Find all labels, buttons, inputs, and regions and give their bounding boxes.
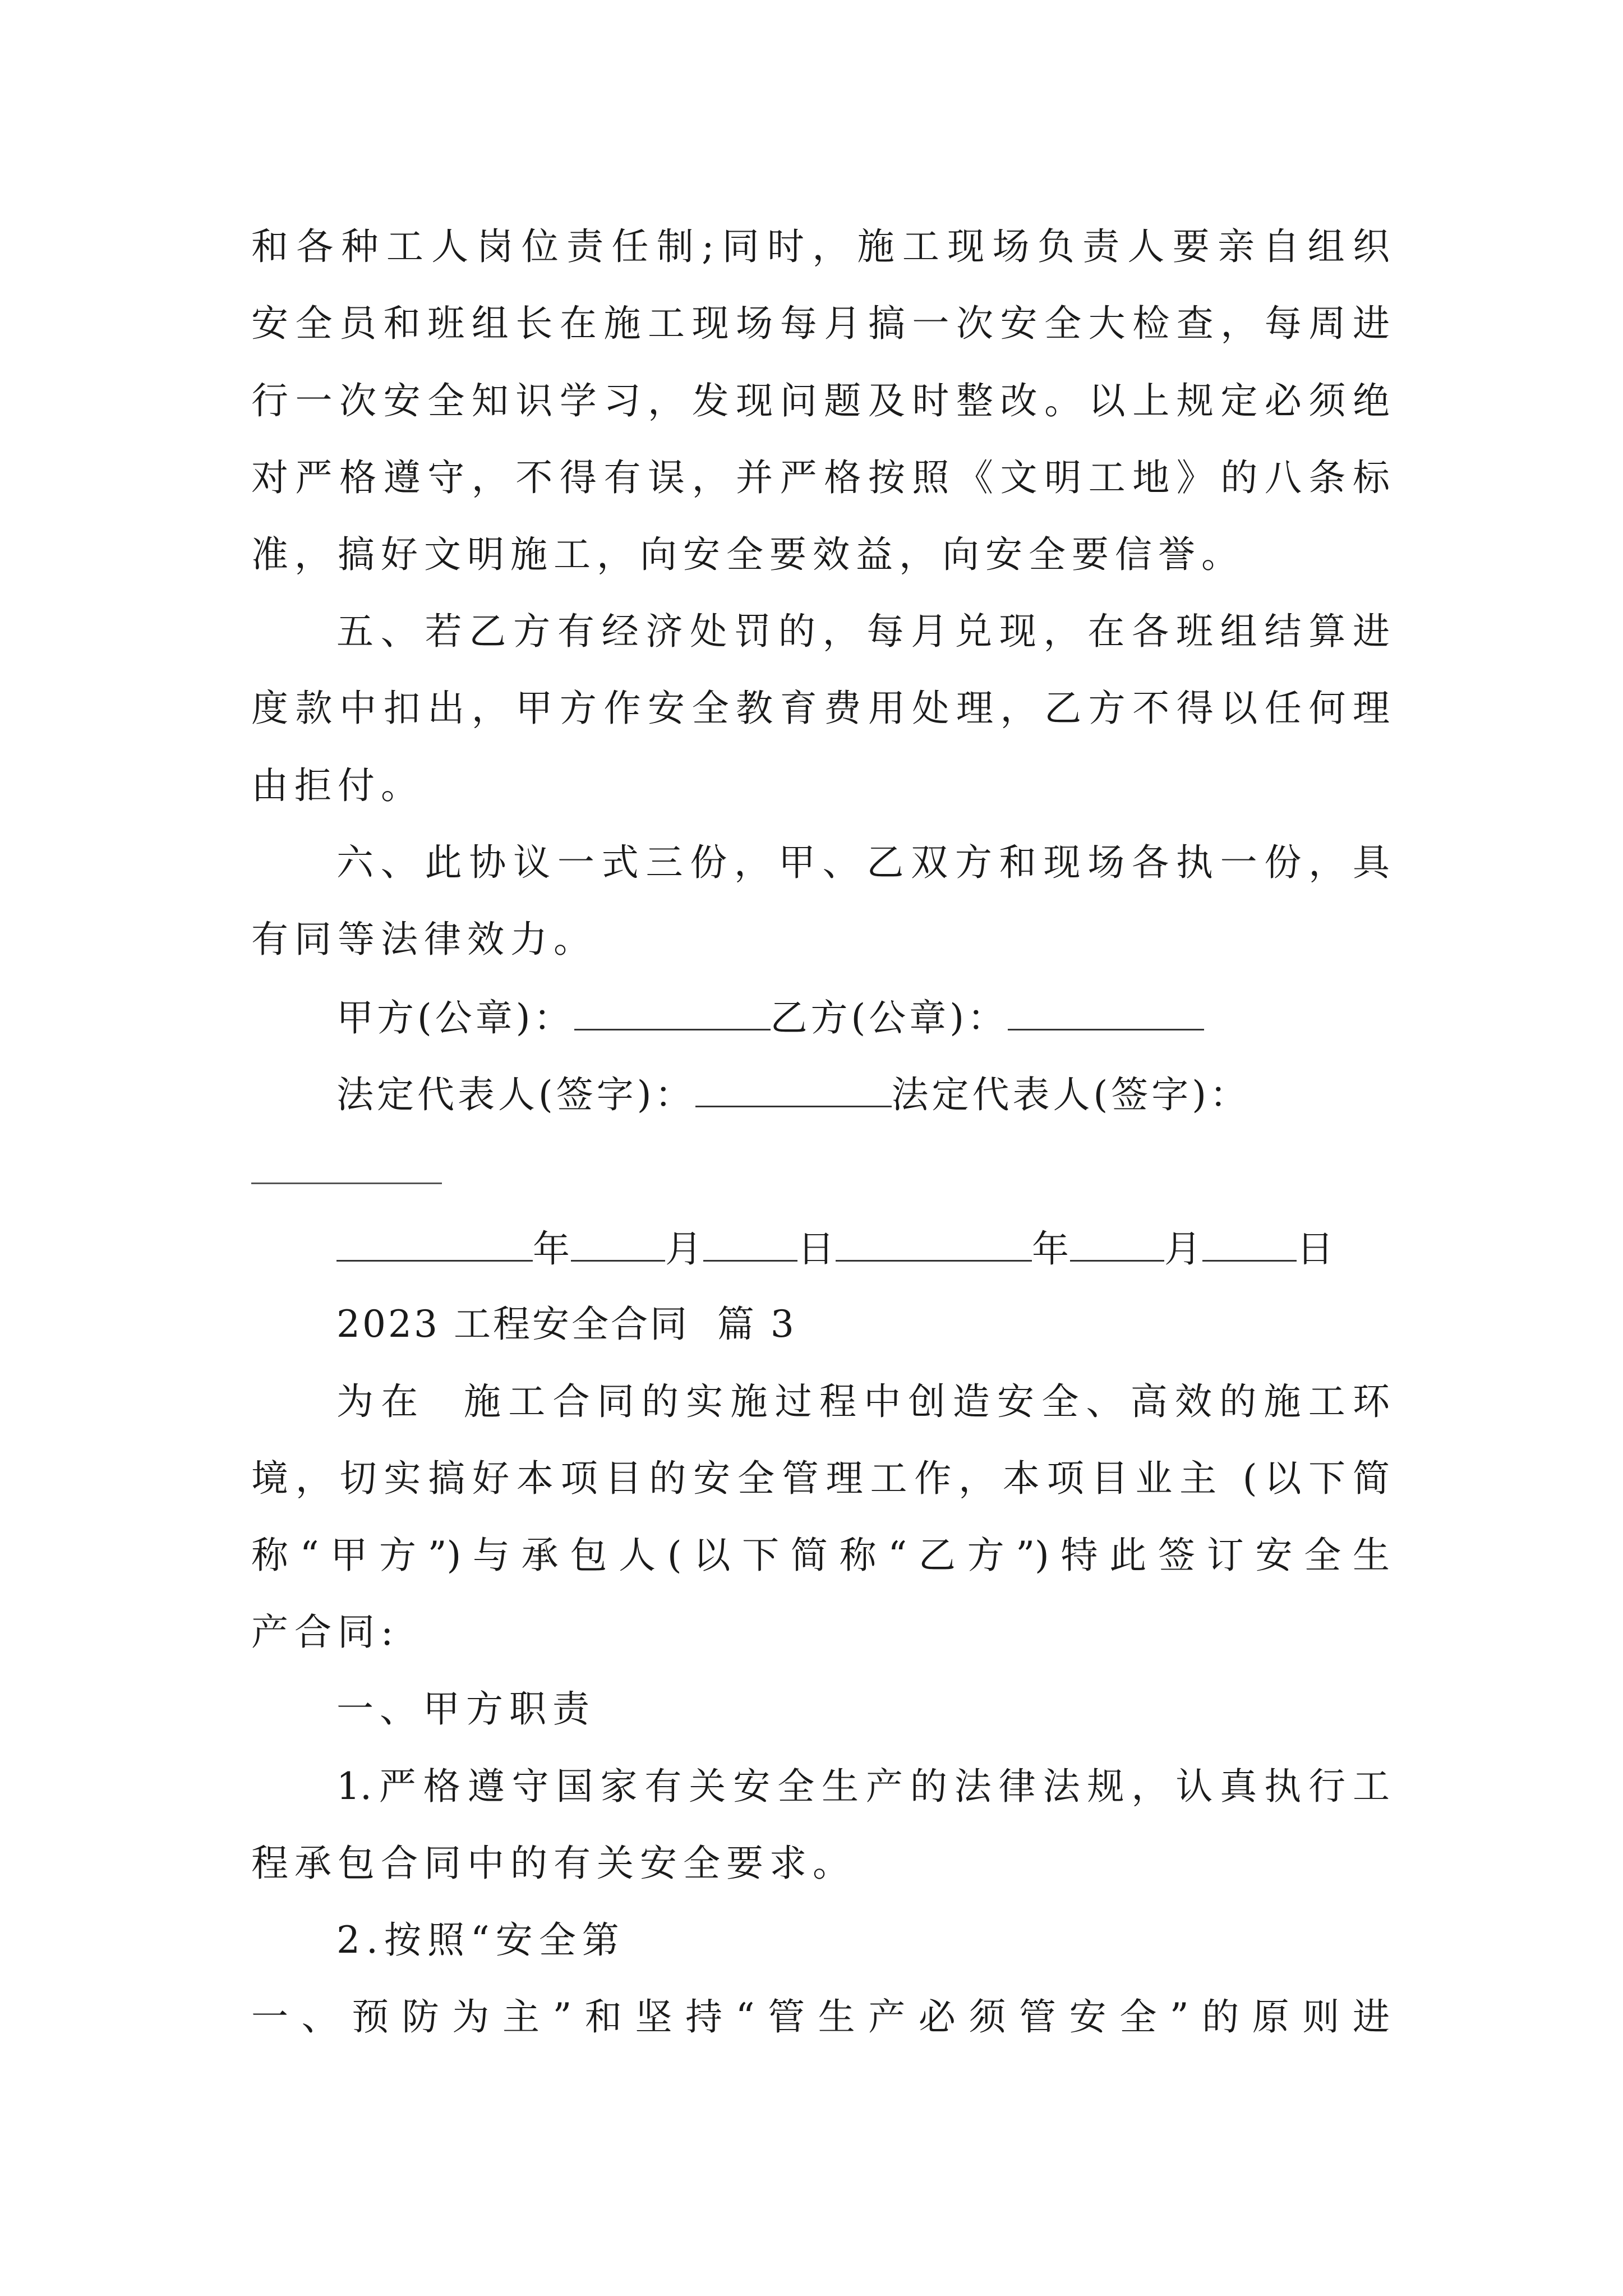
clause-6-line: 六、此协议一式三份，甲、乙双方和现场各执一份，具: [336, 841, 1390, 884]
intro-line: 称“甲方”)与承包人(以下简称“乙方”)特此签订安全生: [251, 1534, 1390, 1577]
section-title: 2023 工程安全合同 篇 3: [336, 1303, 796, 1346]
day-label: 日: [1297, 1227, 1335, 1271]
year-label: 年: [1032, 1227, 1070, 1271]
clause-5-line: 五、若乙方有经济处罚的，每月兑现，在各班组结算进: [336, 610, 1390, 653]
item-1-line: 1.严格遵守国家有关安全生产的法律法规，认真执行工: [336, 1765, 1390, 1808]
year-label: 年: [533, 1227, 571, 1271]
item-2-line: 一、预防为主”和坚持“管生产必须管安全”的原则进: [251, 1995, 1390, 2039]
month-label: 月: [665, 1227, 703, 1271]
clause-6-line: 有同等法律效力。: [251, 918, 597, 961]
paragraph-line: 行一次安全知识学习，发现问题及时整改。以上规定必须绝: [251, 379, 1390, 422]
rep-b-blank[interactable]: [251, 1182, 442, 1184]
intro-line: 为在 施工合同的实施过程中创造安全、高效的施工环: [336, 1380, 1390, 1423]
seal-row: [336, 994, 1204, 1039]
date-a-year-blank[interactable]: [336, 1225, 533, 1262]
date-a-month-blank[interactable]: [571, 1225, 665, 1262]
party-b-seal-label: 乙方(公章)：: [770, 996, 1008, 1039]
date-a-day-blank[interactable]: [703, 1225, 797, 1262]
paragraph-line: 安全员和班组长在施工现场每月搞一次安全大检查，每周进: [251, 302, 1390, 345]
party-a-seal-blank[interactable]: [574, 994, 771, 1030]
item-1-line: 程承包合同中的有关安全要求。: [251, 1842, 856, 1885]
party-a-seal-label: 甲方(公章)：: [336, 996, 574, 1039]
intro-line: 境，切实搞好本项目的安全管理工作，本项目业主 (以下简: [251, 1457, 1390, 1500]
party-b-seal-blank[interactable]: [1008, 994, 1204, 1030]
paragraph-line: 对严格遵守，不得有误，并严格按照《文明工地》的八条标: [251, 456, 1390, 499]
representative-row: [336, 1071, 1250, 1116]
date-b-month-blank[interactable]: [1070, 1225, 1164, 1262]
date-b-year-blank[interactable]: [836, 1225, 1032, 1262]
month-label: 月: [1164, 1227, 1202, 1271]
date-b-day-blank[interactable]: [1202, 1225, 1297, 1262]
intro-line: 产合同:: [251, 1611, 400, 1654]
clause-5-line: 由拒付。: [251, 764, 424, 807]
heading-party-a-duties: 一、甲方职责: [336, 1687, 596, 1731]
item-2-line: 2.按照“安全第: [336, 1918, 625, 1962]
day-label: 日: [797, 1227, 836, 1271]
rep-a-blank[interactable]: [695, 1071, 892, 1107]
paragraph-line: 准，搞好文明施工，向安全要效益，向安全要信誉。: [251, 533, 1244, 576]
clause-5-line: 度款中扣出，甲方作安全教育费用处理，乙方不得以任何理: [251, 687, 1390, 730]
date-row: [336, 1225, 1335, 1270]
rep-b-label: 法定代表人(签字)：: [891, 1073, 1250, 1116]
rep-a-label: 法定代表人(签字)：: [336, 1073, 695, 1116]
paragraph-line: 和各种工人岗位责任制;同时，施工现场负责人要亲自组织: [251, 225, 1390, 268]
